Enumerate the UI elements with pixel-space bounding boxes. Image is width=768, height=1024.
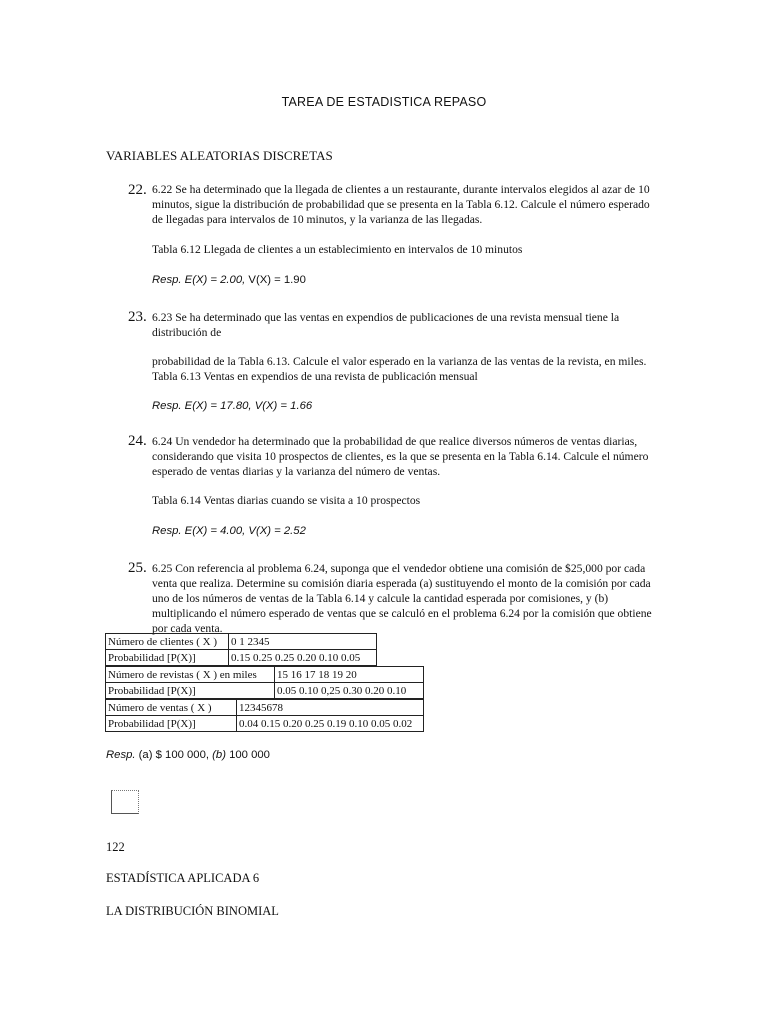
answer-label: Resp. [152,525,182,537]
answer [152,274,306,286]
answer-label: Resp. [152,400,182,412]
table-clientes [105,633,377,666]
table-row [106,716,424,732]
answer [152,525,306,537]
answer-a-value: $ 100 000, [155,749,210,761]
answer-expected-value: E(X) = 4.00, [184,525,246,537]
answer-variance: V(X) = 1.90 [248,274,306,286]
problem-number: 24. [128,433,147,449]
table-caption: Tabla 6.12 Llegada de clientes a un establecimiento en intervalos de 10 minutos [152,243,523,256]
table-caption: Tabla 6.14 Ventas diarias cuando se visita a 10 prospectos [152,494,421,507]
final-answer [106,749,270,761]
table-revistas [105,666,424,699]
problem-text: 6.23 Se ha determinado que las ventas en expendios de publicaciones de una revista mensual tiene la distribución de [152,311,620,339]
problem-text: 6.22 Se ha determinado que la llegada de clientes a un restaurante, durante intervalos elegidos al azar de 10 minutos, sigue la distribución de probabilidad que se presenta en la Tabla 6.12. Calcule el número esperado de llegadas para intervalos de 10 minutos, y la varianza de las llegadas. [152,183,650,226]
table-cell: 15 16 17 18 19 20 [275,667,424,683]
table-cell: Número de ventas ( X ) [106,700,237,716]
answer-label: Resp. [152,274,182,286]
book-title: ESTADÍSTICA APLICADA 6 [106,871,260,885]
table-row [106,683,424,699]
answer [152,400,312,412]
table-cell: 0.05 0.10 0,25 0.30 0.20 0.10 [275,683,424,699]
answer-expected-value: E(X) = 17.80, [184,400,252,412]
problem-text: 6.24 Un vendedor ha determinado que la probabilidad de que realice diversos números de ventas diarias, considerando que visita 10 prospectos de clientes, es la que se presenta en la Tabla 6.14. Calcule el número esperado de ventas diarias y la varianza del número de ventas. [152,435,649,478]
table-cell: Probabilidad [P(X)] [106,716,237,732]
document-title: TAREA DE ESTADISTICA REPASO [281,95,487,109]
problem-text-continued: probabilidad de la Tabla 6.13. Calcule el valor esperado en la varianza de las ventas de la revista, en miles. [152,355,647,368]
table-cell: Número de clientes ( X ) [106,634,229,650]
table-row [106,700,424,716]
table-cell: Probabilidad [P(X)] [106,683,275,699]
answer-variance: V(X) = 1.66 [254,400,313,412]
answer-a-marker: (a) [138,749,153,761]
page-number: 122 [106,840,125,854]
problem-number: 22. [128,182,147,198]
table-ventas [105,699,424,732]
chapter-title: LA DISTRIBUCIÓN BINOMIAL [106,904,279,918]
answer-label: Resp. [106,749,136,761]
table-caption: Tabla 6.13 Ventas en expendios de una revista de publicación mensual [152,370,478,383]
table-cell: Número de revistas ( X ) en miles [106,667,275,683]
table-row [106,634,377,650]
problem-number: 25. [128,560,147,576]
table-cell: 12345678 [237,700,424,716]
answer-b-value: 100 000 [229,749,270,761]
answer-variance: V(X) = 2.52 [248,525,306,537]
answer-expected-value: E(X) = 2.00, [184,274,246,286]
table-cell: 0.15 0.25 0.25 0.20 0.10 0.05 [229,650,377,666]
table-cell: 0 1 2345 [229,634,377,650]
table-row [106,667,424,683]
problem-number: 23. [128,309,147,325]
answer-b-marker: (b) [212,749,226,761]
section-heading: VARIABLES ALEATORIAS DISCRETAS [106,148,333,163]
image-placeholder-icon [111,790,139,814]
table-row [106,650,377,666]
problem-text: 6.25 Con referencia al problema 6.24, suponga que el vendedor obtiene una comisión de $25,000 por cada venta que realiza. Determine su comisión diaria esperada (a) sustituyendo el monto de la comisión por cada uno de los números de ventas de la Tabla 6.14 y calcule la cantidad esperada por comisiones, y (b) multiplicando el número esperado de ventas que se calculó en el problema 6.24 por la comisión que obtiene por cada venta. [152,562,652,635]
table-cell: Probabilidad [P(X)] [106,650,229,666]
table-cell: 0.04 0.15 0.20 0.25 0.19 0.10 0.05 0.02 [237,716,424,732]
